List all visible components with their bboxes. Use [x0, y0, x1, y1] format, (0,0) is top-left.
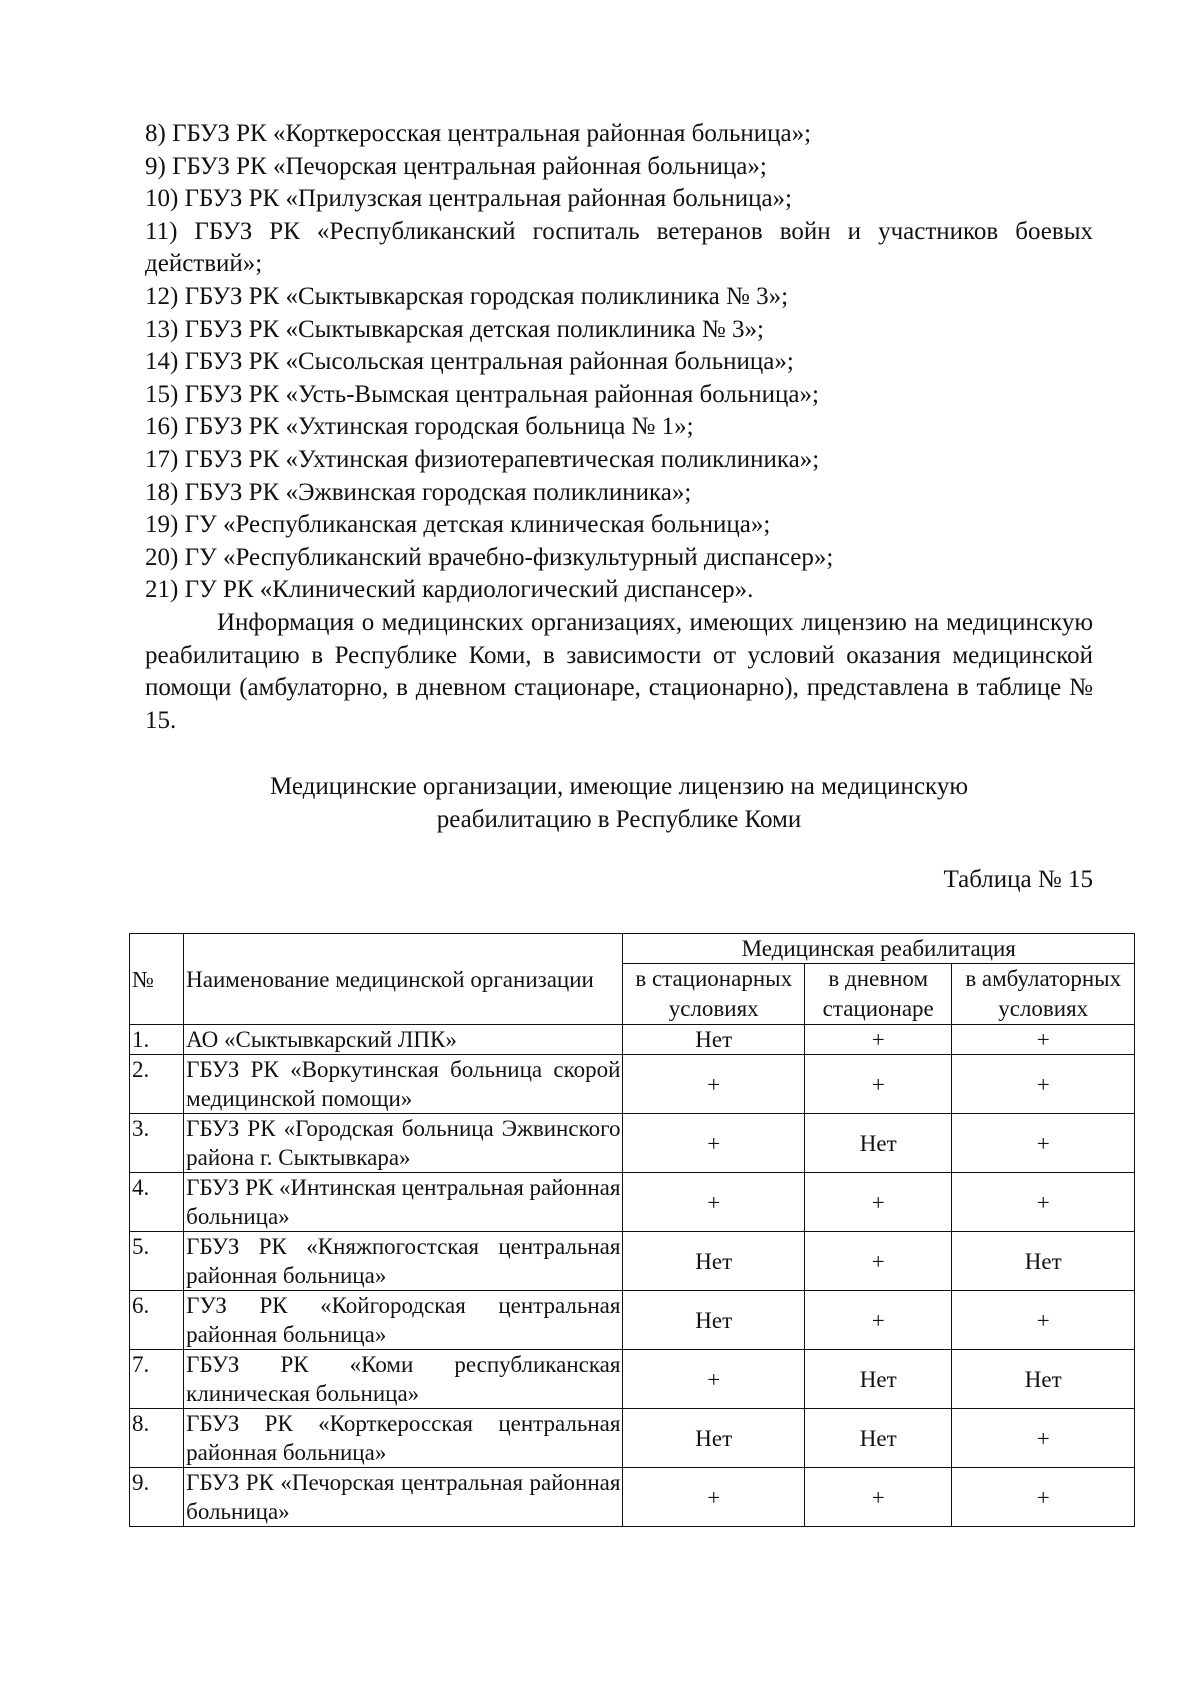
list-item: 14) ГБУЗ РК «Сысольская центральная районная больница»;: [145, 348, 794, 376]
row-outpatient: +: [952, 1409, 1135, 1468]
row-inpatient: Нет: [623, 1025, 805, 1055]
row-num: 2.: [130, 1055, 184, 1114]
row-inpatient: +: [623, 1350, 805, 1409]
list-item: 15) ГБУЗ РК «Усть-Вымская центральная районная больница»;: [145, 380, 819, 408]
list-item: 19) ГУ «Республиканская детская клиническая больница»;: [145, 511, 771, 539]
header-col-day-hospital: в дневном стационаре: [804, 964, 951, 1025]
table-row: [130, 1055, 1135, 1114]
row-num: 5.: [130, 1232, 184, 1291]
table-number: Таблица № 15: [943, 866, 1093, 893]
row-inpatient: +: [623, 1114, 805, 1173]
row-inpatient: +: [623, 1173, 805, 1232]
list-item: 8) ГБУЗ РК «Корткеросская центральная районная больница»;: [145, 120, 812, 147]
row-day-hospital: Нет: [804, 1409, 951, 1468]
header-group: Медицинская реабилитация: [623, 934, 1135, 964]
list-item: 20) ГУ «Республиканский врачебно-физкультурный диспансер»;: [145, 543, 834, 571]
row-name: АО «Сыктывкарский ЛПК»: [184, 1025, 623, 1055]
table-row: [130, 1025, 1135, 1055]
row-name: ГБУЗ РК «Корткеросская центральная районная больница»: [184, 1409, 623, 1468]
row-num: 4.: [130, 1173, 184, 1232]
row-day-hospital: +: [804, 1025, 951, 1055]
table-caption: [145, 770, 1093, 836]
row-day-hospital: Нет: [804, 1114, 951, 1173]
info-paragraph: Информация о медицинских организациях, имеющих лицензию на медицинскую реабилитацию в Республике Коми, в зависимости от условий оказания медицинской помощи (амбулаторно, в дневном стационаре, стационарно), представлена в таблице № 15.: [145, 608, 1093, 734]
row-outpatient: +: [952, 1291, 1135, 1350]
list-item: 10) ГБУЗ РК «Прилузская центральная районная больница»;: [145, 185, 792, 213]
row-day-hospital: +: [804, 1291, 951, 1350]
table-row: [130, 1291, 1135, 1350]
header-col-inpatient: в стационарных условиях: [623, 964, 805, 1025]
row-name: ГБУЗ РК «Печорская центральная районная больница»: [184, 1468, 623, 1527]
row-outpatient: +: [952, 1468, 1135, 1527]
row-name: ГБУЗ РК «Интинская центральная районная больница»: [184, 1173, 623, 1232]
row-num: 3.: [130, 1114, 184, 1173]
table-row: [130, 1114, 1135, 1173]
list-item: 16) ГБУЗ РК «Ухтинская городская больница № 1»;: [145, 413, 694, 441]
table-row: [130, 1350, 1135, 1409]
caption-line-1: Медицинские организации, имеющие лицензию на медицинскую: [269, 773, 969, 800]
row-num: 1.: [130, 1025, 184, 1055]
row-name: ГБУЗ РК «Княжпогостская центральная районная больница»: [184, 1232, 623, 1291]
row-inpatient: Нет: [623, 1232, 805, 1291]
header-num: №: [130, 934, 184, 1025]
list-item: 12) ГБУЗ РК «Сыктывкарская городская поликлиника № 3»;: [145, 282, 789, 310]
row-outpatient: +: [952, 1025, 1135, 1055]
list-item: 18) ГБУЗ РК «Эжвинская городская поликлиника»;: [145, 478, 692, 506]
row-day-hospital: +: [804, 1468, 951, 1527]
row-day-hospital: +: [804, 1232, 951, 1291]
row-name: ГБУЗ РК «Воркутинская больница скорой медицинской помощи»: [184, 1055, 623, 1114]
row-inpatient: Нет: [623, 1291, 805, 1350]
row-name: ГБУЗ РК «Коми республиканская клиническая больница»: [184, 1350, 623, 1409]
row-num: 6.: [130, 1291, 184, 1350]
row-day-hospital: +: [804, 1173, 951, 1232]
list-item: 17) ГБУЗ РК «Ухтинская физиотерапевтическая поликлиника»;: [145, 445, 820, 473]
row-name: ГУЗ РК «Койгородская центральная районная больница»: [184, 1291, 623, 1350]
list-item: 9) ГБУЗ РК «Печорская центральная районная больница»;: [145, 152, 767, 180]
row-inpatient: +: [623, 1468, 805, 1527]
list-item: 21) ГУ РК «Клинический кардиологический диспансер».: [145, 576, 754, 604]
row-day-hospital: +: [804, 1055, 951, 1114]
row-day-hospital: Нет: [804, 1350, 951, 1409]
table-row: [130, 1468, 1135, 1527]
header-col-outpatient: в амбулаторных условиях: [952, 964, 1135, 1025]
row-outpatient: Нет: [952, 1350, 1135, 1409]
row-num: 7.: [130, 1350, 184, 1409]
row-num: 9.: [130, 1468, 184, 1527]
header-name: Наименование медицинской организации: [184, 934, 623, 1025]
table-row: [130, 1409, 1135, 1468]
list-item: 11) ГБУЗ РК «Республиканский госпиталь ветеранов войн и участников боевых действий»;: [145, 217, 1093, 278]
row-outpatient: Нет: [952, 1232, 1135, 1291]
row-outpatient: +: [952, 1114, 1135, 1173]
table-row: [130, 1173, 1135, 1232]
row-inpatient: +: [623, 1055, 805, 1114]
row-num: 8.: [130, 1409, 184, 1468]
caption-line-2: реабилитацию в Республике Коми: [436, 806, 802, 833]
table-header-row: [130, 934, 1135, 964]
row-outpatient: +: [952, 1173, 1135, 1232]
row-inpatient: Нет: [623, 1409, 805, 1468]
row-name: ГБУЗ РК «Городская больница Эжвинского района г. Сыктывкара»: [184, 1114, 623, 1173]
list-item: 13) ГБУЗ РК «Сыктывкарская детская поликлиника № 3»;: [145, 315, 764, 343]
table-row: [130, 1232, 1135, 1291]
rehabilitation-table: [129, 933, 1135, 1527]
organization-list: [145, 118, 1093, 737]
row-outpatient: +: [952, 1055, 1135, 1114]
